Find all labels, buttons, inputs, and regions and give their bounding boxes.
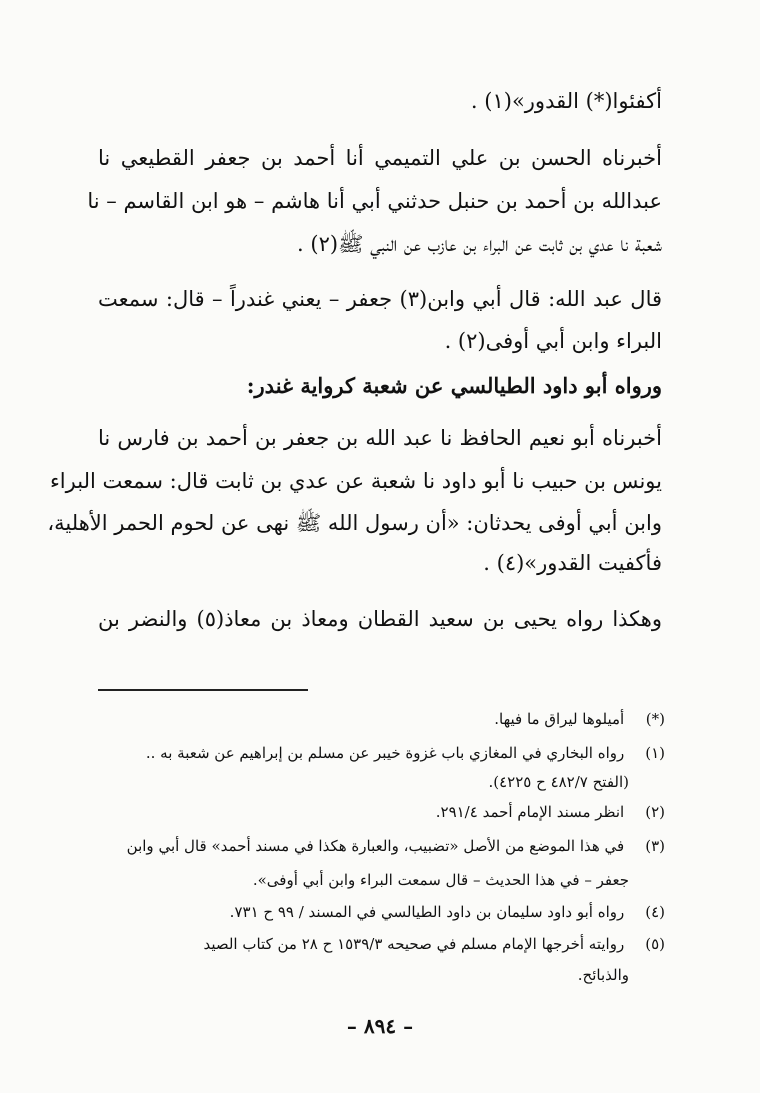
body-line: أخبرناه الحسن بن علي التميمي أنا أحمد بن جعفر القطيعي نا [98, 146, 662, 170]
footnote-separator [98, 689, 308, 691]
body-line: أخبرناه أبو نعيم الحافظ نا عبد الله بن جعفر بن أحمد بن فارس نا [98, 426, 662, 450]
body-line: يونس بن حبيب نا أبو داود نا شعبة عن عدي بن ثابت قال: سمعت البراء [49, 469, 662, 493]
footnote-text: رواه البخاري في المغازي باب غزوة خيبر عن مسلم بن إبراهيم عن شعبة به .. [145, 744, 625, 762]
footnote-continuation: والذبائح. [577, 966, 629, 984]
footnote [96, 900, 665, 924]
footnote [96, 707, 665, 731]
footnote-text: أميلوها ليراق ما فيها. [494, 710, 625, 728]
footnote [96, 834, 665, 858]
footnote-continuation: جعفر – في هذا الحديث – قال سمعت البراء وابن أبي أوفى». [252, 871, 629, 889]
body-line: فأكفيت القدور»(٤) . [483, 551, 662, 575]
section-heading: ورواه أبو داود الطيالسي عن شعبة كرواية غندر: [246, 373, 662, 398]
body-line: عبدالله بن أحمد بن حنبل حدثني أبي أنا هاشم – هو ابن القاسم – نا [87, 189, 662, 213]
footnote-text: روايته أخرجها الإمام مسلم في صحيحه ١٥٣٩/٣ ح ٢٨ من كتاب الصيد [203, 935, 625, 953]
footnote-continuation: (الفتح ٤٨٢/٧ ح ٤٢٢٥). [488, 773, 629, 791]
footnote-number: (٣) [645, 837, 665, 855]
footnote [96, 741, 665, 765]
footnote-number: (١) [645, 744, 665, 762]
body-line: شعبة نا عدي بن ثابت عن البراء بن عازب عن النبي ﷺ(٢) . [297, 232, 662, 256]
footnote-text: في هذا الموضع من الأصل «تضبيب، والعبارة هكذا في مسند أحمد» قال أبي وابن [126, 837, 625, 855]
body-line: وهكذا رواه يحيى بن سعيد القطان ومعاذ بن معاذ(٥) والنضر بن [98, 607, 662, 631]
body-line: أكفئوا(*) القدور»(١) . [470, 89, 662, 113]
footnote [96, 800, 665, 824]
body-line: قال عبد الله: قال أبي وابن(٣) جعفر – يعني غندراً – قال: سمعت [98, 287, 663, 311]
body-line: وابن أبي أوفى يحدثان: «أن رسول الله ﷺ نهى عن لحوم الحمر الأهلية، [47, 511, 662, 535]
footnote-number: (٥) [645, 935, 665, 953]
body-line: البراء وابن أبي أوفى(٢) . [444, 329, 662, 353]
footnote-number: (٤) [645, 903, 665, 921]
page-number: – ٨٩٤ – [346, 1014, 414, 1038]
footnote-text: رواه أبو داود سليمان بن داود الطيالسي في المسند / ٩٩ ح ٧٣١. [229, 903, 625, 921]
footnote-number: (*) [645, 710, 665, 728]
footnote [96, 932, 665, 956]
footnote-text: انظر مسند الإمام أحمد ٢٩١/٤. [435, 803, 625, 821]
footnote-number: (٢) [645, 803, 665, 821]
